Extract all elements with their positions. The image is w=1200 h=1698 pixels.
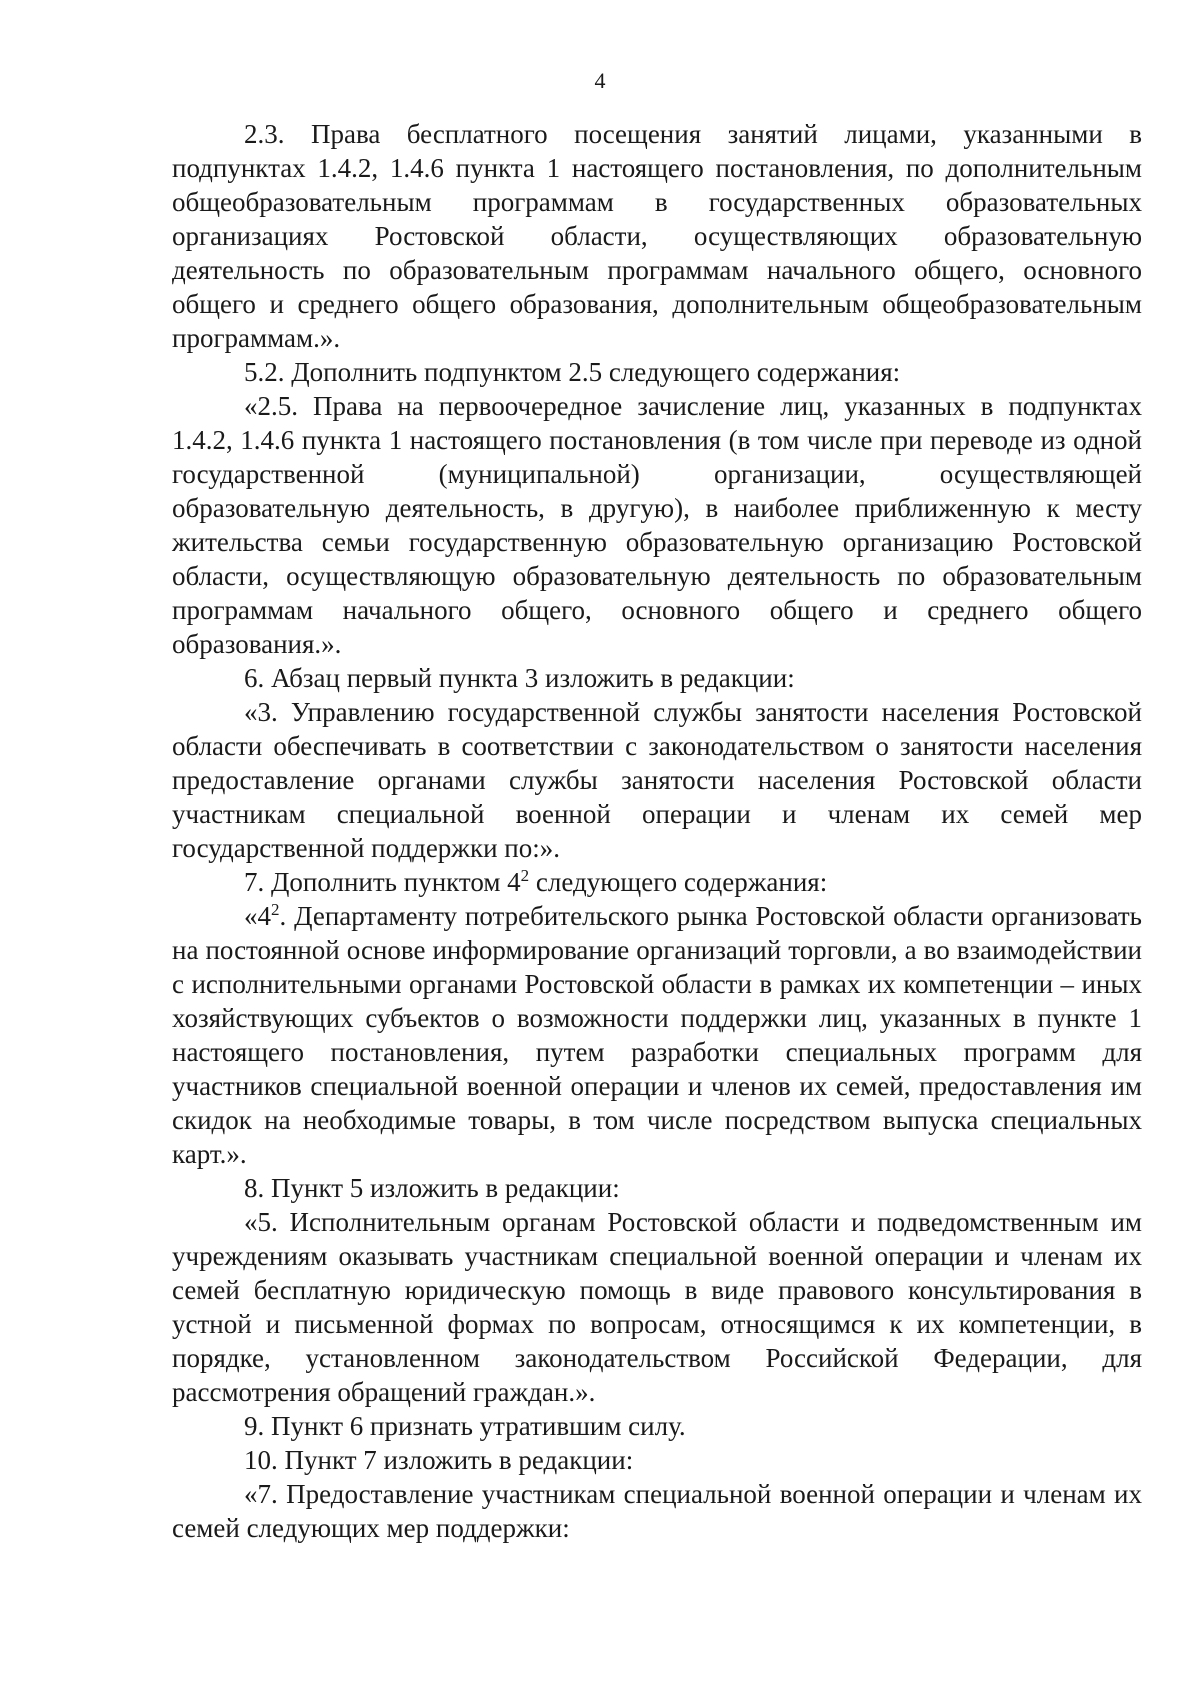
paragraph-7-text-start: 7. Дополнить пунктом 4 bbox=[244, 867, 521, 897]
paragraph-3-employment: «3. Управлению государственной службы занятости населения Ростовской области обеспечивать в соответствии с законодательством о занятости населения предоставление органами службы занятости населения Ростовской области участникам специальной военной операции и членам их семей мер государственной поддержки по:». bbox=[172, 697, 1142, 863]
paragraph-4-2-text-start: «4 bbox=[244, 901, 271, 931]
paragraph-2-5: «2.5. Права на первоочередное зачисление лиц, указанных в подпунктах 1.4.2, 1.4.6 пункта 1 настоящего постановления (в том числе при переводе из одной государственной (муниципальной) организации, осуществляющей образовательную деятельность, в другую), в наиболее приближенную к месту жительства семьи государственную образовательную организацию Ростовской области, осуществляющую образовательную деятельность по образовательным программам начального общего, основного общего и среднего общего образования.». bbox=[172, 391, 1142, 659]
paragraph-4-2-superscript: 2 bbox=[271, 900, 280, 919]
paragraph-6: 6. Абзац первый пункта 3 изложить в редакции: bbox=[244, 663, 795, 693]
paragraph-5-legal-aid: «5. Исполнительным органам Ростовской области и подведомственным им учреждениям оказывать участникам специальной военной операции и членам их семей бесплатную юридическую помощь в виде правового консультирования в устной и письменной формах по вопросам, относящимся к их компетенции, в порядке, установленном законодательством Российской Федерации, для рассмотрения обращений граждан.». bbox=[172, 1207, 1142, 1407]
paragraph-2-3: 2.3. Права бесплатного посещения занятий лицами, указанными в подпунктах 1.4.2, 1.4.6 пункта 1 настоящего постановления, по дополнительным общеобразовательным программам в государственных образовательных организациях Ростовской области, осуществляющих образовательную деятельность по образовательным программам начального общего, основного общего и среднего общего образования, дополнительным общеобразовательным программам.». bbox=[172, 119, 1142, 353]
paragraph-8: 8. Пункт 5 изложить в редакции: bbox=[244, 1173, 620, 1203]
document-body bbox=[172, 117, 1142, 1545]
paragraph-7 bbox=[172, 865, 1142, 899]
paragraph-5-2: 5.2. Дополнить подпунктом 2.5 следующего содержания: bbox=[244, 357, 901, 387]
paragraph-10: 10. Пункт 7 изложить в редакции: bbox=[244, 1445, 634, 1475]
paragraph-9: 9. Пункт 6 признать утратившим силу. bbox=[244, 1411, 686, 1441]
paragraph-7-support: «7. Предоставление участникам специальной военной операции и членам их семей следующих мер поддержки: bbox=[172, 1479, 1142, 1543]
paragraph-4-2 bbox=[172, 899, 1142, 1171]
paragraph-4-2-text-end: . Департаменту потребительского рынка Ростовской области организовать на постоянной основе информирование организаций торговли, а во взаимодействии с исполнительными органами Ростовской области в рамках их компетенции – иных хозяйствующих субъектов о возможности поддержки лиц, указанных в пункте 1 настоящего постановления, путем разработки специальных программ для участников специальной военной операции и членов их семей, предоставления им скидок на необходимые товары, в том числе посредством выпуска специальных карт.». bbox=[172, 901, 1142, 1169]
paragraph-7-text-end: следующего содержания: bbox=[529, 867, 828, 897]
page-number: 4 bbox=[594, 68, 606, 93]
paragraph-7-superscript: 2 bbox=[520, 866, 530, 885]
